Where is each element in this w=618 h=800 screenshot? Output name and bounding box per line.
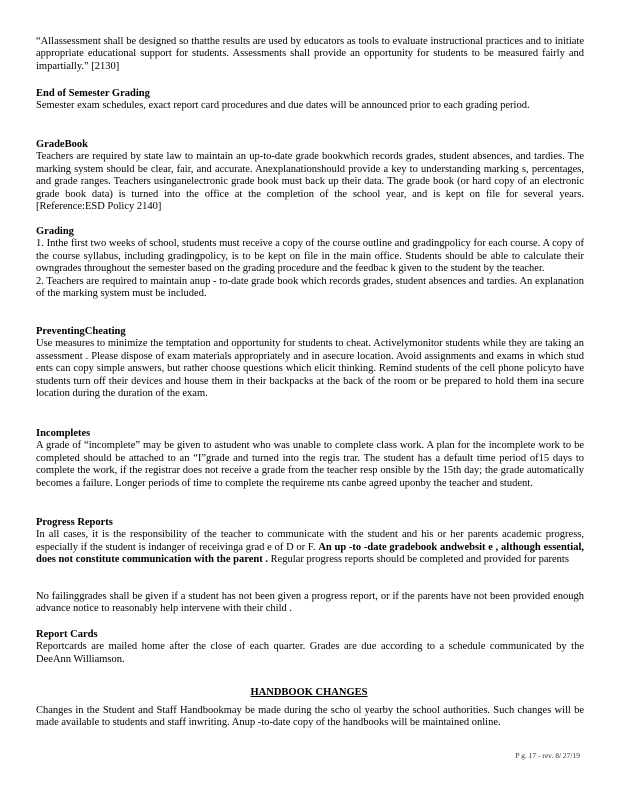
section-body-emphasis: An up -to -date gradebook andwebsit e , although essential, does not constitute communication with the parent . <box>36 541 585 566</box>
section-end-of-semester <box>36 88 584 113</box>
section-body <box>36 529 584 566</box>
section-heading: Report Cards <box>36 629 98 640</box>
section-body: Semester exam schedules, exact report card procedures and due dates will be announced prior to each grading period. <box>36 100 530 112</box>
section-body-text: Regular progress reports should be completed and provided for parents <box>270 554 569 566</box>
section-body-text: In all cases, it is the responsibility of the teacher to communicate with the student and his or her parents academic progress, especially if the student is indanger of receivinga grad e of D or F. <box>36 529 584 553</box>
section-heading: Progress Reports <box>36 517 113 528</box>
section-body: Teachers are required by state law to maintain an up-to-date grade bookwhich records grades, student absences, and tardies. The marking system should be clear, fair, and accurate. Anexplanationshould provide a key to understanding marking s, percentages, and grade ranges. Teachers usinganelectronic grade book must back up their data. The grade book (or hard copy of an electronic grade book data) is turned into the office at the completion of the school year, and is kept on file for several years. [Reference:ESD Policy 2140] <box>36 151 584 213</box>
intro-quote <box>36 36 584 73</box>
section-no-failing-grades <box>36 591 584 616</box>
section-body: Use measures to minimize the temptation and opportunity for students to cheat. Activelymonitor students while they are taking an assessment . Please dispose of exam materials appropriately and in asecure location. Avoid assignments and exams in which stud ents can copy simple answers, but rather choose questions which elicit thinking. Remind students of the cell phone policyto have students turn off their devices and house them in their backpacks at the back of the room or be prepared to hold them ina secure location during the duration of the exam. <box>36 338 584 400</box>
section-body: No failinggrades shall be given if a student has not been given a progress report, or if the parents have not been provided enough advance notice to reasonably help intervene with their child . <box>36 591 584 615</box>
intro-paragraph: “Allassessment shall be designed so thatthe results are used by educators as tools to evaluate instructional practices and to initiate appropriate educational support for students. Assessments shall provide an opportunity for students to be measured fairly and impartially.” [2130] <box>36 36 584 72</box>
section-heading: End of Semester Grading <box>36 88 150 99</box>
section-handbook-changes <box>36 705 584 730</box>
section-preventing-cheating <box>36 326 584 400</box>
section-heading: Grading <box>36 226 74 237</box>
section-heading: Incompletes <box>36 428 91 439</box>
section-grading <box>36 226 584 300</box>
section-body: 1. Inthe first two weeks of school, students must receive a copy of the course outline and gradingpolicy for each course. A copy of the course syllabus, including gradingpolicy, is to be kept on file in the main office. Students should be able to calculate their owngrades throughout the semester based on the grading procedure and the feedbac k given to the student by the teacher. <box>36 238 584 275</box>
section-body: Reportcards are mailed home after the close of each quarter. Grades are due according to a schedule communicated by the DeeAnn Williamson. <box>36 641 584 665</box>
section-body: A grade of “incomplete” may be given to astudent who was unable to complete class work. A plan for the incomplete work to be completed should be attached to an “I”grade and turned into the regis trar. The student has a default time period of15 days to complete the work, if the registrar does not receive a grade from the teacher resp onsible by the 15th day; the grade automatically becomes a failure. Longer periods of time to complete the requireme nts canbe agreed uponby the teacher and student. <box>36 440 584 489</box>
page-footer: P g. 17 - rev. 8/ 27/19 <box>515 751 580 760</box>
section-incompletes <box>36 428 584 490</box>
section-body: Changes in the Student and Staff Handbookmay be made during the scho ol yearby the school authorities. Such changes will be made available to students and staff inwriting. Anup -to-date copy of the handbooks will be maintained online. <box>36 705 584 729</box>
section-gradebook <box>36 139 584 213</box>
section-report-cards <box>36 629 584 666</box>
section-heading: PreventingCheating <box>36 326 126 337</box>
section-body: 2. Teachers are required to maintain anup - to-date grade book which records grades, student absences and tardies. An explanation of the marking system must be included. <box>36 275 584 300</box>
section-progress-reports <box>36 517 584 567</box>
section-heading: GradeBook <box>36 139 88 150</box>
handbook-changes-title: HANDBOOK CHANGES <box>250 687 368 698</box>
